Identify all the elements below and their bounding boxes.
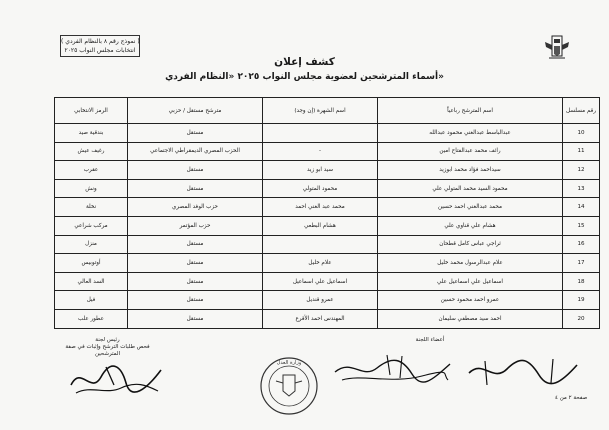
header-candidate-type: مترشح مستقل / حزبي bbox=[128, 98, 263, 124]
cell-fame-name: هشام البطعي bbox=[263, 216, 378, 235]
form-number-box bbox=[60, 35, 140, 57]
committee-members-label: أعضاء اللجنة bbox=[415, 337, 445, 343]
official-seal-stamp bbox=[256, 355, 322, 417]
cell-fame-name: محمد عبد الغني احمد bbox=[263, 198, 378, 217]
cell-fame-name bbox=[263, 124, 378, 143]
header-name: اسم المترشح رباعياً bbox=[378, 98, 563, 124]
cell-symbol: رغيف عيش bbox=[55, 142, 128, 161]
cell-fame-name: علام خليل bbox=[263, 254, 378, 273]
cell-candidate-type: مستقل bbox=[128, 124, 263, 143]
cell-serial: 18 bbox=[563, 272, 600, 291]
cell-candidate-type: حزب المؤتمر bbox=[128, 216, 263, 235]
cell-name: محمود السيد محمد المتولي علي bbox=[378, 179, 563, 198]
cell-symbol: مركب شراعي bbox=[55, 216, 128, 235]
cell-name: رائف محمد عبدالفتاح امين bbox=[378, 142, 563, 161]
cell-symbol: عقرب bbox=[55, 161, 128, 180]
cell-serial: 13 bbox=[563, 179, 600, 198]
cell-serial: 20 bbox=[563, 309, 600, 328]
header-fame-name: اسم الشهرة (إن وجد) bbox=[263, 98, 378, 124]
handwritten-signature-left bbox=[66, 355, 166, 400]
table-header-row bbox=[55, 98, 600, 124]
cell-serial: 14 bbox=[563, 198, 600, 217]
page-number: صفحة ٢ من ٤ bbox=[555, 395, 588, 401]
cell-serial: 10 bbox=[563, 124, 600, 143]
table-row bbox=[55, 198, 600, 217]
cell-name: عمرو احمد محمود حسين bbox=[378, 291, 563, 310]
cell-name: احمد سيد مصطفي سليمان bbox=[378, 309, 563, 328]
cell-symbol: منزل bbox=[55, 235, 128, 254]
table-row bbox=[55, 272, 600, 291]
cell-name: محمد عبدالغني احمد حسين bbox=[378, 198, 563, 217]
cell-name: ثراجي عباس كامل قطحان bbox=[378, 235, 563, 254]
cell-name: سيداحمد فؤاد محمد ابوزيد bbox=[378, 161, 563, 180]
cell-fame-name bbox=[263, 235, 378, 254]
cell-name: عبدالباسط عبدالغني محمود عبدالله bbox=[378, 124, 563, 143]
header-symbol: الرمز الانتخابي bbox=[55, 98, 128, 124]
committee-head-title: رئيس لجنة bbox=[95, 337, 120, 343]
svg-text:وزارة العدل: وزارة العدل bbox=[276, 360, 302, 366]
cell-serial: 12 bbox=[563, 161, 600, 180]
table-row bbox=[55, 216, 600, 235]
table-row bbox=[55, 309, 600, 328]
cell-serial: 11 bbox=[563, 142, 600, 161]
form-number-line2: انتخابات مجلس النواب ٢٠٢٥ bbox=[64, 47, 136, 54]
table-row bbox=[55, 179, 600, 198]
cell-serial: 16 bbox=[563, 235, 600, 254]
cell-candidate-type: مستقل bbox=[128, 272, 263, 291]
cell-fame-name: - bbox=[263, 142, 378, 161]
cell-candidate-type: مستقل bbox=[128, 161, 263, 180]
table-row bbox=[55, 142, 600, 161]
cell-name: هشام علي قناوي علي bbox=[378, 216, 563, 235]
cell-candidate-type: مستقل bbox=[128, 309, 263, 328]
candidates-table bbox=[54, 97, 600, 329]
cell-candidate-type: حزب الوفد المصري bbox=[128, 198, 263, 217]
cell-name: اسماعيل علي اسماعيل علي bbox=[378, 272, 563, 291]
cell-fame-name: سيد ابو زيد bbox=[263, 161, 378, 180]
cell-symbol: نخلة bbox=[55, 198, 128, 217]
cell-symbol: ونش bbox=[55, 179, 128, 198]
cell-symbol: السد العالي bbox=[55, 272, 128, 291]
cell-serial: 19 bbox=[563, 291, 600, 310]
cell-serial: 15 bbox=[563, 216, 600, 235]
form-number-line1: ( نموذج رقم ٨ بالنظام الفردي ) bbox=[61, 38, 140, 45]
cell-fame-name: اسماعيل علي اسماعيل bbox=[263, 272, 378, 291]
table-row bbox=[55, 235, 600, 254]
table-row bbox=[55, 254, 600, 273]
page-title: كشف إعلان bbox=[274, 56, 335, 68]
cell-symbol: فيل bbox=[55, 291, 128, 310]
cell-symbol: عطور علب bbox=[55, 309, 128, 328]
cell-fame-name: عمرو قنديل bbox=[263, 291, 378, 310]
handwritten-signature-middle bbox=[332, 350, 452, 390]
cell-fame-name: المهندس احمد الأقرع bbox=[263, 309, 378, 328]
cell-candidate-type: مستقل bbox=[128, 179, 263, 198]
cell-symbol: أوتوبيس bbox=[55, 254, 128, 273]
cell-fame-name: محمود المتولي bbox=[263, 179, 378, 198]
cell-candidate-type: مستقل bbox=[128, 291, 263, 310]
header-serial: رقم مسلسل bbox=[563, 98, 600, 124]
cell-symbol: بندقية صيد bbox=[55, 124, 128, 143]
cell-candidate-type: مستقل bbox=[128, 235, 263, 254]
table-row bbox=[55, 124, 600, 143]
cell-candidate-type: مستقل bbox=[128, 254, 263, 273]
cell-name: علام عبدالرسول محمد خليل bbox=[378, 254, 563, 273]
table-row bbox=[55, 291, 600, 310]
table-row bbox=[55, 161, 600, 180]
handwritten-signature-right bbox=[465, 355, 580, 390]
cell-candidate-type: الحزب المصري الديمقراطي الاجتماعي bbox=[128, 142, 263, 161]
cell-serial: 17 bbox=[563, 254, 600, 273]
page-subtitle: أسماء المترشحين لعضوية مجلس النواب ٢٠٢٥ «النظام الفردي» bbox=[165, 72, 444, 82]
committee-head-subtitle: فحص طلبات الترشح وإثبات في صفة المترشحين bbox=[65, 344, 150, 357]
